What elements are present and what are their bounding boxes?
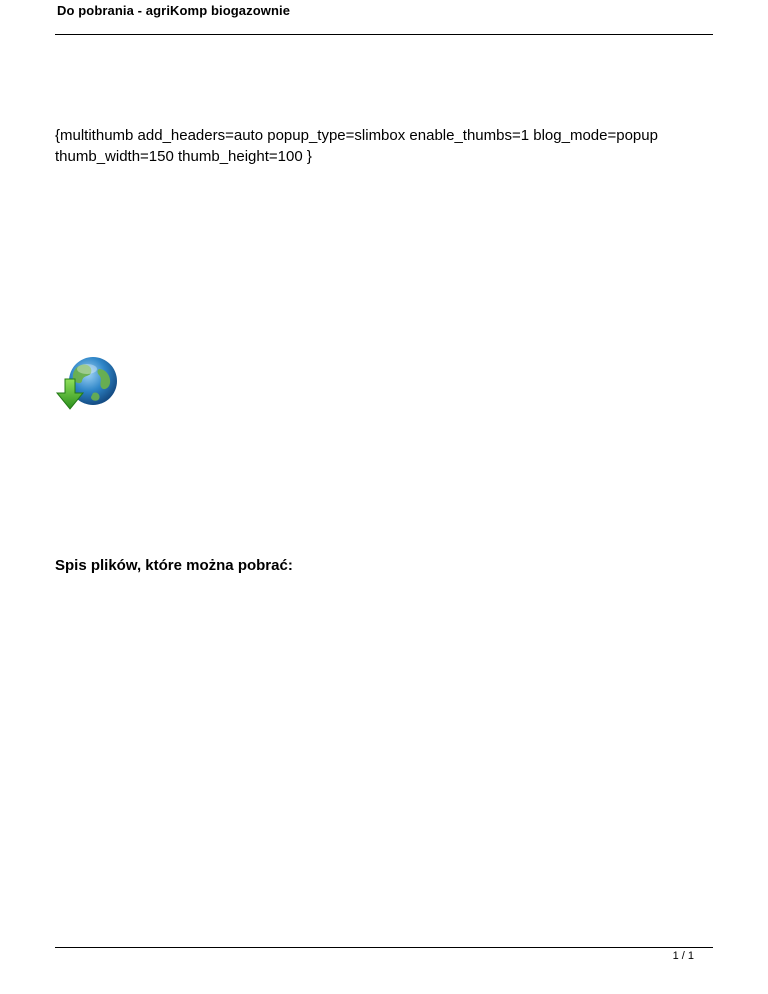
header-divider — [55, 34, 713, 35]
shortcode-line-1: {multithumb add_headers=auto popup_type=slimbox enable_thumbs=1 blog_mode=popup — [55, 127, 658, 144]
globe-download-icon-graphic — [55, 355, 119, 415]
shortcode-text — [55, 125, 715, 167]
shortcode-line-2: thumb_width=150 thumb_height=100 } — [55, 148, 312, 165]
footer-divider — [55, 947, 713, 948]
files-list-heading: Spis plików, które można pobrać: — [55, 557, 293, 574]
page-number: 1 / 1 — [672, 950, 694, 962]
page-header-title: Do pobrania - agriKomp biogazownie — [57, 3, 291, 18]
globe-download-icon[interactable] — [55, 355, 119, 415]
